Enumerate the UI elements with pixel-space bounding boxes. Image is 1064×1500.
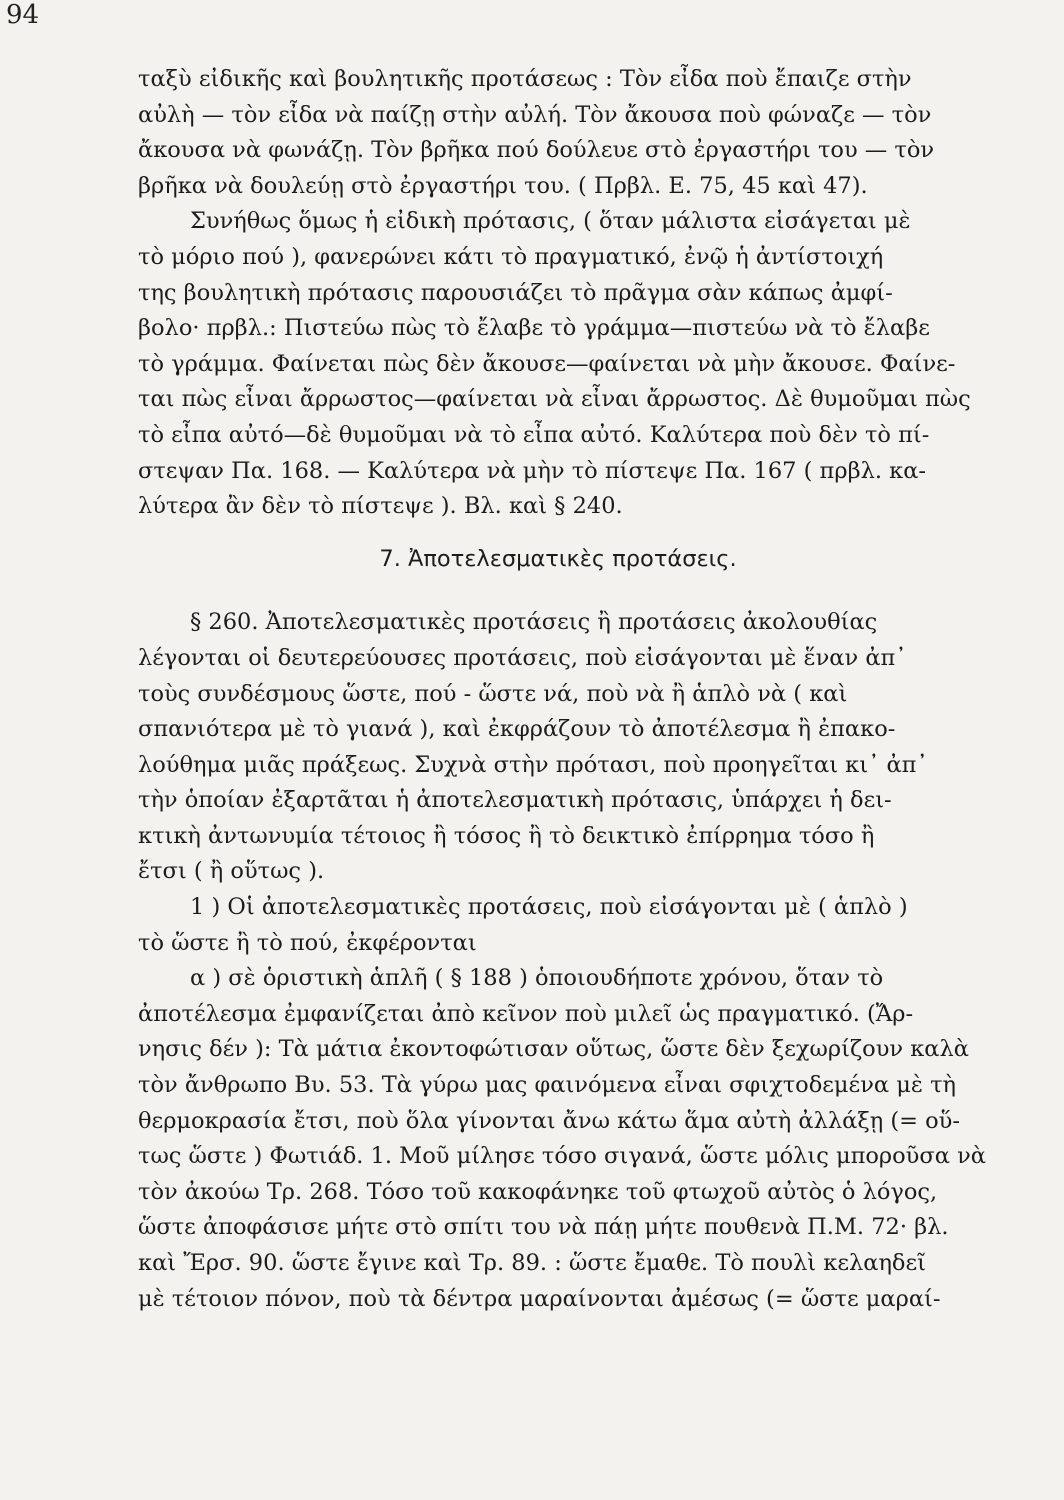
paragraph-5 (138, 961, 1038, 1317)
text-line: λέγονται οἱ δευτερεύουσες προτάσεις, ποὺ εἰσάγονται μὲ ἕναν ἀπ᾽ (138, 644, 907, 671)
text-line: ἀποτέλεσμα ἐμφανίζεται ἀπὸ κεῖνον ποὺ μιλεῖ ὡς πραγματικό. (Ἄρ- (138, 1000, 914, 1027)
paragraph-2 (138, 204, 1038, 524)
text-line: ἄκουσα νὰ φωνάζῃ. Τὸν βρῆκα πού δούλευε στὸ ἐργαστήρι του — τὸν (138, 137, 935, 164)
text-line: 1 ) Οἱ ἀποτελεσματικὲς προτάσεις, ποὺ εἰσάγονται μὲ ( ἁπλὸ ) (190, 894, 908, 921)
text-line: βρῆκα νὰ δουλεύῃ στὸ ἐργαστήρι του. ( Πρβλ. Ε. 75, 45 καὶ 47). (138, 172, 868, 199)
text-line: σπανιότερα μὲ τὸ γιανά ), καὶ ἐκφράζουν τὸ ἀποτέλεσμα ἢ ἐπακο- (138, 716, 896, 743)
text-line: στεψαν Πα. 168. — Καλύτερα νὰ μὴν τὸ πίστεψε Πα. 167 ( πρβλ. κα- (138, 457, 926, 484)
text-line: μὲ τέτοιον πόνον, ποὺ τὰ δέντρα μαραίνονται ἀμέσως (= ὥστε μαραί- (138, 1285, 941, 1312)
text-line: τοὺς συνδέσμους ὥστε, πού - ὥστε νά, ποὺ νὰ ἢ ἁπλὸ νὰ ( καὶ (138, 680, 848, 707)
text-line: τὸ μόριο πού ), φανερώνει κάτι τὸ πραγματικό, ἐνῷ ἡ ἀντίστοιχή (138, 243, 884, 270)
text-line: λύτερα ἂν δὲν τὸ πίστεψε ). Βλ. καὶ § 240. (138, 493, 623, 520)
text-line: § 260. Ἀποτελεσματικὲς προτάσεις ἢ προτάσεις ἀκολουθίας (190, 609, 878, 636)
text-line: τὸ ὥστε ἢ τὸ πού, ἐκφέρονται (138, 929, 477, 956)
text-line: ὥστε ἀποφάσισε μήτε στὸ σπίτι του νὰ πάῃ μήτε πουθενὰ Π.Μ. 72· βλ. (138, 1214, 949, 1241)
text-line: νησις δέν ): Τὰ μάτια ἐκοντοφώτισαν οὕτως, ὥστε δὲν ξεχωρίζουν καλὰ (138, 1036, 969, 1063)
text-line: τὸ γράμμα. Φαίνεται πὼς δὲν ἄκουσε—φαίνεται νὰ μὴν ἄκουσε. Φαίνε- (138, 350, 956, 377)
page-number: 94 (6, 0, 40, 30)
text-line: θερμοκρασία ἔτσι, ποὺ ὅλα γίνονται ἄνω κάτω ἅμα αὐτὴ ἀλλάξῃ (= οὕ- (138, 1107, 960, 1134)
text-line: τως ὥστε ) Φωτιάδ. 1. Μοῦ μίλησε τόσο σιγανά, ὥστε μόλις μποροῦσα νὰ (138, 1143, 986, 1170)
text-line: τὸν ἄνθρωπο Βυ. 53. Τὰ γύρω μας φαινόμενα εἶναι σφιχτοδεμένα μὲ τὴ (138, 1072, 956, 1099)
text-line: α ) σὲ ὁριστικὴ ἁπλῆ ( § 188 ) ὁποιουδήποτε χρόνου, ὅταν τὸ (190, 965, 884, 992)
text-line: ταξὺ εἰδικῆς καὶ βουλητικῆς προτάσεως : Τὸν εἶδα ποὺ ἔπαιζε στὴν (138, 66, 912, 92)
text-line: ται πὼς εἶναι ἄρρωστος—φαίνεται νὰ εἶναι ἄρρωστος. Δὲ θυμοῦμαι πὼς (138, 386, 971, 413)
text-line: βολο· πρβλ.: Πιστεύω πὼς τὸ ἔλαβε τὸ γράμμα—πιστεύω νὰ τὸ ἔλαβε (138, 315, 930, 342)
text-line: ἔτσι ( ἢ οὕτως ). (138, 858, 325, 885)
text-line: αὐλὴ — τὸν εἶδα νὰ παίζῃ στὴν αὐλή. Τὸν ἄκουσα ποὺ φώναζε — τὸν (138, 101, 932, 128)
section-heading: 7. Ἀποτελεσματικὲς προτάσεις. (379, 545, 737, 572)
text-line: Συνήθως ὅμως ἡ εἰδικὴ πρότασις, ( ὅταν μάλιστα εἰσάγεται μὲ (190, 208, 911, 235)
text-line: καὶ Ἔρσ. 90. ὥστε ἔγινε καὶ Τρ. 89. : ὥστε ἔμαθε. Τὸ πουλὶ κελαηδεῖ (138, 1250, 926, 1276)
text-line: τὴν ὁποίαν ἐξαρτᾶται ἡ ἀποτελεσματικὴ πρότασις, ὑπάρχει ἡ δει- (138, 787, 892, 814)
text-line: τὸ εἶπα αὐτό—δὲ θυμοῦμαι νὰ τὸ εἶπα αὐτό. Καλύτερα ποὺ δὲν τὸ πί- (138, 421, 930, 448)
text-line: κτικὴ ἀντωνυμία τέτοιος ἢ τόσος ἢ τὸ δεικτικὸ ἐπίρρημα τόσο ἢ (138, 822, 875, 849)
paragraph-4 (138, 890, 1038, 961)
text-line: τὸν ἀκούω Τρ. 268. Τόσο τοῦ κακοφάνηκε τοῦ φτωχοῦ αὐτὸς ὁ λόγος, (138, 1178, 938, 1205)
paragraph-1 (138, 62, 1038, 204)
text-line: λούθημα μιᾶς πράξεως. Συχνὰ στὴν πρότασι, ποὺ προηγεῖται κι᾽ ἀπ᾽ (138, 751, 928, 778)
text-line: της βουλητικὴ πρότασις παρουσιάζει τὸ πρᾶγμα σὰν κάπως ἀμφί- (138, 279, 893, 306)
paragraph-3 (138, 605, 1038, 890)
page-text (138, 62, 1038, 1317)
